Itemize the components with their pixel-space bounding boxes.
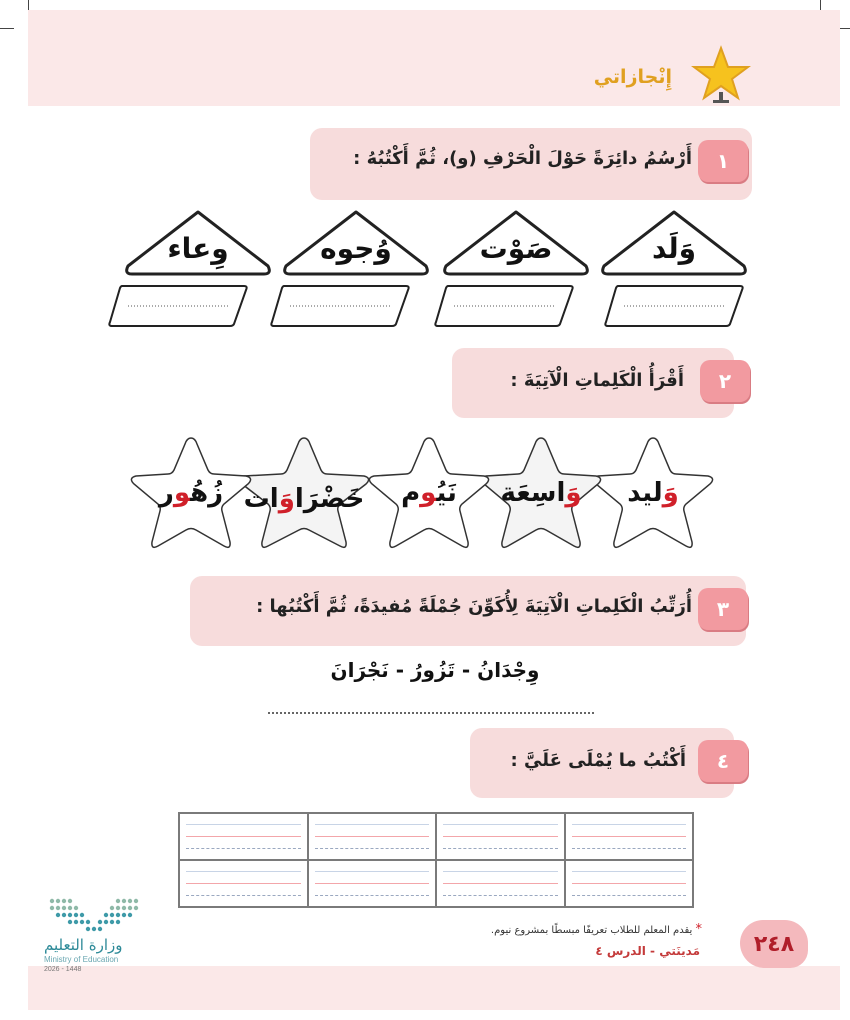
triangle-word: وَلَد [651,232,697,265]
ministry-name-ar: وزارة التعليم [44,936,123,954]
dictation-grid [178,812,694,908]
triangle-word: وِعاء [167,232,229,265]
exercise-2-instruction: أَقْرَأُ الْكَلِماتِ الْآتِيَةَ : [510,370,684,391]
star-word: وَاسِعَة [500,478,582,508]
dictation-cell[interactable] [308,813,437,860]
dictation-cell[interactable] [179,813,308,860]
ministry-logo-icon [44,895,144,933]
star-trophy-icon [690,44,752,106]
scrambled-sentence: وِجْدَانُ - تَزُورُ - نَجْرَانَ [330,658,540,682]
footer-band [28,966,840,1010]
crop-mark [28,0,29,10]
exercise-4-number: ٤ [698,740,748,782]
footnote: * يقدم المعلم للطلاب تعريفًا مبسطًا بمشروع نيوم. [490,922,702,937]
dictation-cell[interactable] [436,860,565,907]
dictation-cell[interactable] [565,813,694,860]
answer-box[interactable] [270,284,410,328]
ministry-name-en: Ministry of Education [44,955,119,964]
exercise-1-number: ١ [698,140,748,182]
lesson-reference: مَدينَتي - الدرس ٤ [595,944,700,958]
star-word: زُهُور [158,478,224,508]
star-word: نَيُوم [401,478,457,508]
star-word: وَليد [627,478,679,508]
dictation-cell[interactable] [436,813,565,860]
exercise-2-number: ٢ [700,360,750,402]
exercise-3-instruction: أُرَتِّبُ الْكَلِماتِ الْآتِيَةَ لِأُكَوِّنَ جُمْلَةً مُفيدَةً، ثُمَّ أَكْتُبُها : [256,596,692,617]
crop-mark [0,28,14,29]
triangle-word: وُجوه [320,232,392,265]
dictation-cell[interactable] [565,860,694,907]
answer-line[interactable] [268,712,594,714]
exercise-1-instruction: أَرْسُمُ دائِرَةً حَوْلَ الْحَرْفِ (و)، ثُمَّ أَكْتُبُهُ : [353,148,692,169]
page-title: إِنْجازاتي [593,66,672,88]
crop-mark [820,0,821,10]
dictation-cell[interactable] [179,860,308,907]
exercise-3-number: ٣ [698,588,748,630]
answer-box[interactable] [604,284,744,328]
star-word: خَضْرَاوَات [243,484,365,514]
exercise-4-instruction: أَكْتُبُ ما يُمْلَى عَلَيَّ : [510,750,686,771]
answer-box[interactable] [108,284,248,328]
triangle-word: صَوْت [479,232,553,265]
edition-year: 2026 - 1448 [44,966,82,973]
page-number: ٢٤٨ [740,920,808,968]
answer-box[interactable] [434,284,574,328]
dictation-cell[interactable] [308,860,437,907]
asterisk-icon: * [695,922,702,937]
